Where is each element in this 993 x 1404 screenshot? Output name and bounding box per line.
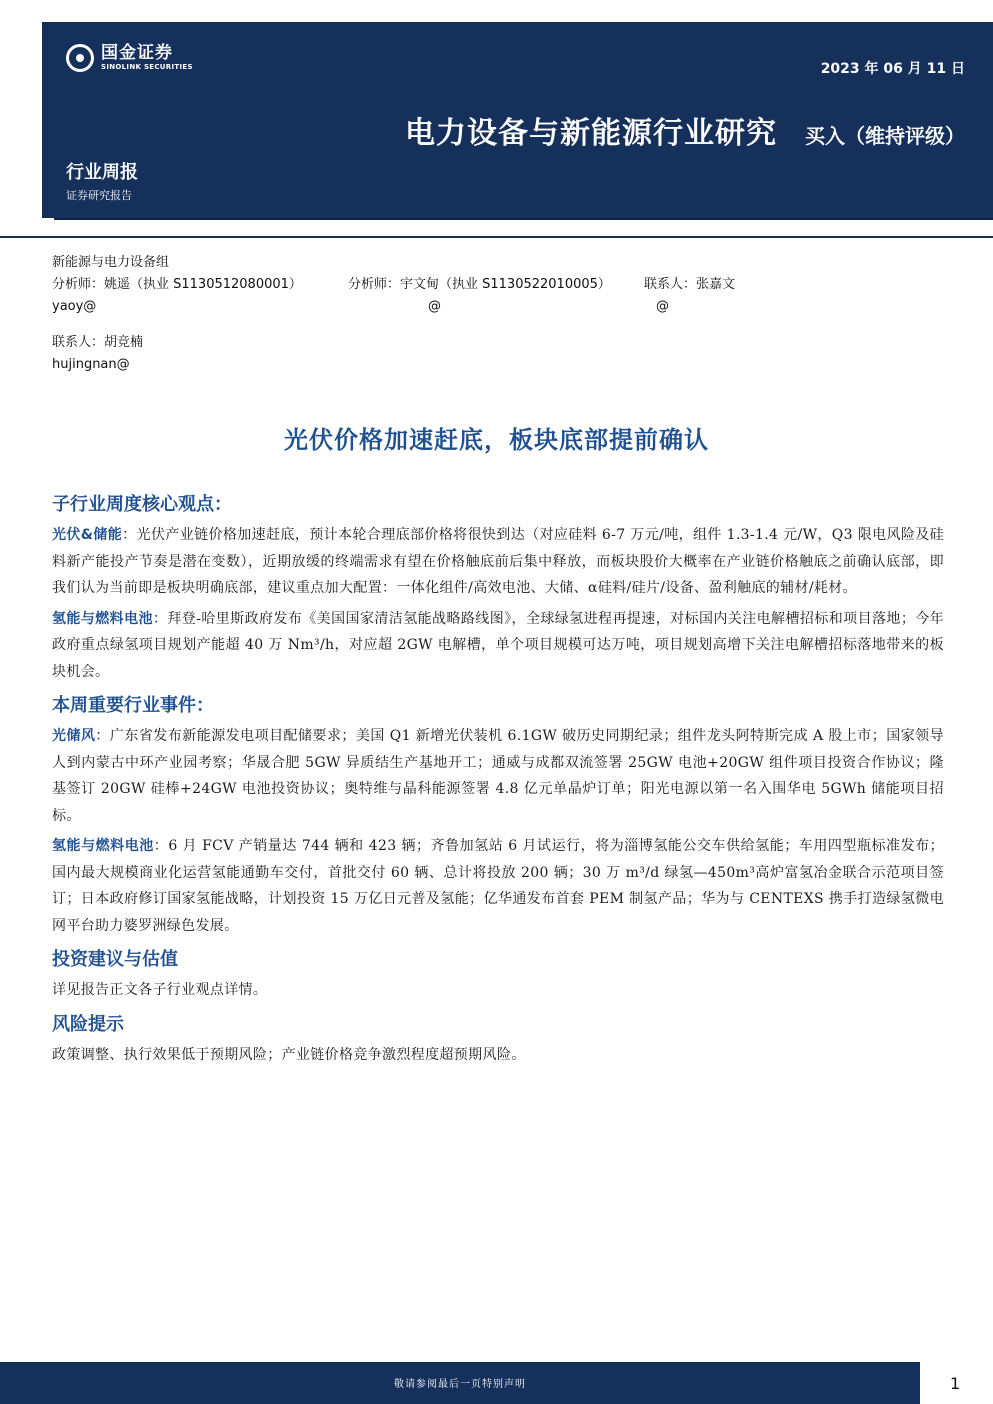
section-investment-title: 投资建议与估值	[52, 949, 178, 970]
report-type: 行业周报	[66, 162, 138, 183]
report-body	[52, 492, 944, 1072]
contact-1: 联系人：张嘉文	[644, 277, 736, 292]
contact-2: 联系人：胡竞楠	[52, 335, 144, 350]
report-title: 电力设备与新能源行业研究	[405, 116, 777, 151]
text-events-pv: ：广东省发布新能源发电项目配储要求；美国 Q1 新增光伏装机 6.1GW 破历史同期纪录；组件龙头阿特斯完成 A 股上市；国家领导人到内蒙古中环产业园考察；华晟合肥 5GW 异质结生产基地开工；通威与成都双流签署 25GW 电池+20GW 组件项目投资合作协议；隆基签订 20GW 硅棒+24GW 电池投资协议；奥特维与晶科能源签署 4.8 亿元单晶炉订单；阳光电源以第一名入围华电 5GWh 储能项目招标。	[52, 728, 944, 824]
analyst-1: 分析师：姚遥（执业 S1130512080001）	[52, 277, 302, 292]
company-logo	[66, 44, 193, 72]
lead-events-hydrogen: 氢能与燃料电池	[52, 838, 154, 854]
analyst-1-email[interactable]: yaoy@	[52, 299, 97, 314]
analyst-group: 新能源与电力设备组	[52, 255, 170, 270]
paragraph-pv-storage	[52, 522, 944, 602]
section-core-views-title: 子行业周度核心观点：	[52, 494, 232, 515]
lead-events-pv: 光储风	[52, 728, 96, 744]
lead-pv-storage: 光伏&储能	[52, 527, 123, 543]
paragraph-events-hydrogen	[52, 833, 944, 939]
rating-badge: 买入（维持评级）	[805, 124, 965, 148]
contact-2-email[interactable]: hujingnan@	[52, 357, 130, 372]
analyst-block	[52, 252, 735, 376]
logo-en: SINOLINK SECURITIES	[101, 63, 193, 71]
logo-cn: 国金证券	[101, 43, 173, 63]
header-title	[405, 108, 965, 152]
section-events-title: 本周重要行业事件：	[52, 695, 214, 716]
report-headline: 光伏价格加速赶底，板块底部提前确认	[284, 426, 709, 454]
header-divider	[0, 236, 993, 238]
report-subtype: 证券研究报告	[66, 189, 132, 202]
text-hydrogen: ：拜登-哈里斯政府发布《美国国家清洁氢能战略路线图》，全球绿氢进程再提速，对标国内关注电解槽招标和项目落地；今年政府重点绿氢项目规划产能超 40 万 Nm³/h，对应超 2GW 电解槽，单个项目规模可达万吨，项目规划高增下关注电解槽招标落地带来的板块机会。	[52, 610, 945, 680]
analyst-2-email[interactable]: @	[428, 299, 441, 314]
lead-hydrogen: 氢能与燃料电池	[52, 610, 153, 627]
contact-1-email[interactable]: @	[656, 299, 669, 314]
paragraph-events-pv	[52, 723, 944, 829]
report-date: 2023 年 06 月 11 日	[820, 61, 965, 77]
logo-circle-icon	[66, 44, 94, 72]
text-pv-storage: ：光伏产业链价格加速赶底，预计本轮合理底部价格将很快到达（对应硅料 6-7 万元/吨，组件 1.3-1.4 元/W，Q3 限电风险及硅料新产能投产节奏是潜在变数），近期放缓的终端需求有望在价格触底前后集中释放，而板块股价大概率在产业链价格触底之前确认底部，即我们认为当前即是板块明确底部，建议重点加大配置：一体化组件/高效电池、大储、α硅料/硅片/设备、盈利触底的辅材/耗材。	[52, 527, 944, 596]
paragraph-hydrogen	[52, 606, 944, 686]
footer-notice: 敬请参阅最后一页特别声明	[394, 1379, 526, 1390]
page-number: 1	[950, 1374, 961, 1393]
text-events-hydrogen: ：6 月 FCV 产销量达 744 辆和 423 辆；齐鲁加氢站 6 月试运行，将为淄博氢能公交车供给氢能；车用四型瓶标准发布；国内最大规模商业化运营氢能通勤车交付，首批交付 60 辆、总计将投放 200 辆；30 万 m³/d 绿氢—450m³高炉富氢冶金联合示范项目签订；日本政府修订国家氢能战略，计划投资 15 万亿日元普及氢能；亿华通发布首套 PEM 制氢产品；华为与 CENTEXS 携手打造绿氢微电网平台助力婆罗洲绿色发展。	[52, 838, 944, 934]
paragraph-investment: 详见报告正文各子行业观点详情。	[52, 982, 268, 998]
paragraph-risk: 政策调整、执行效果低于预期风险；产业链价格竞争激烈程度超预期风险。	[52, 1046, 526, 1063]
section-risk-title: 风险提示	[52, 1013, 124, 1035]
analyst-2: 分析师：宇文甸（执业 S1130522010005）	[348, 277, 611, 292]
